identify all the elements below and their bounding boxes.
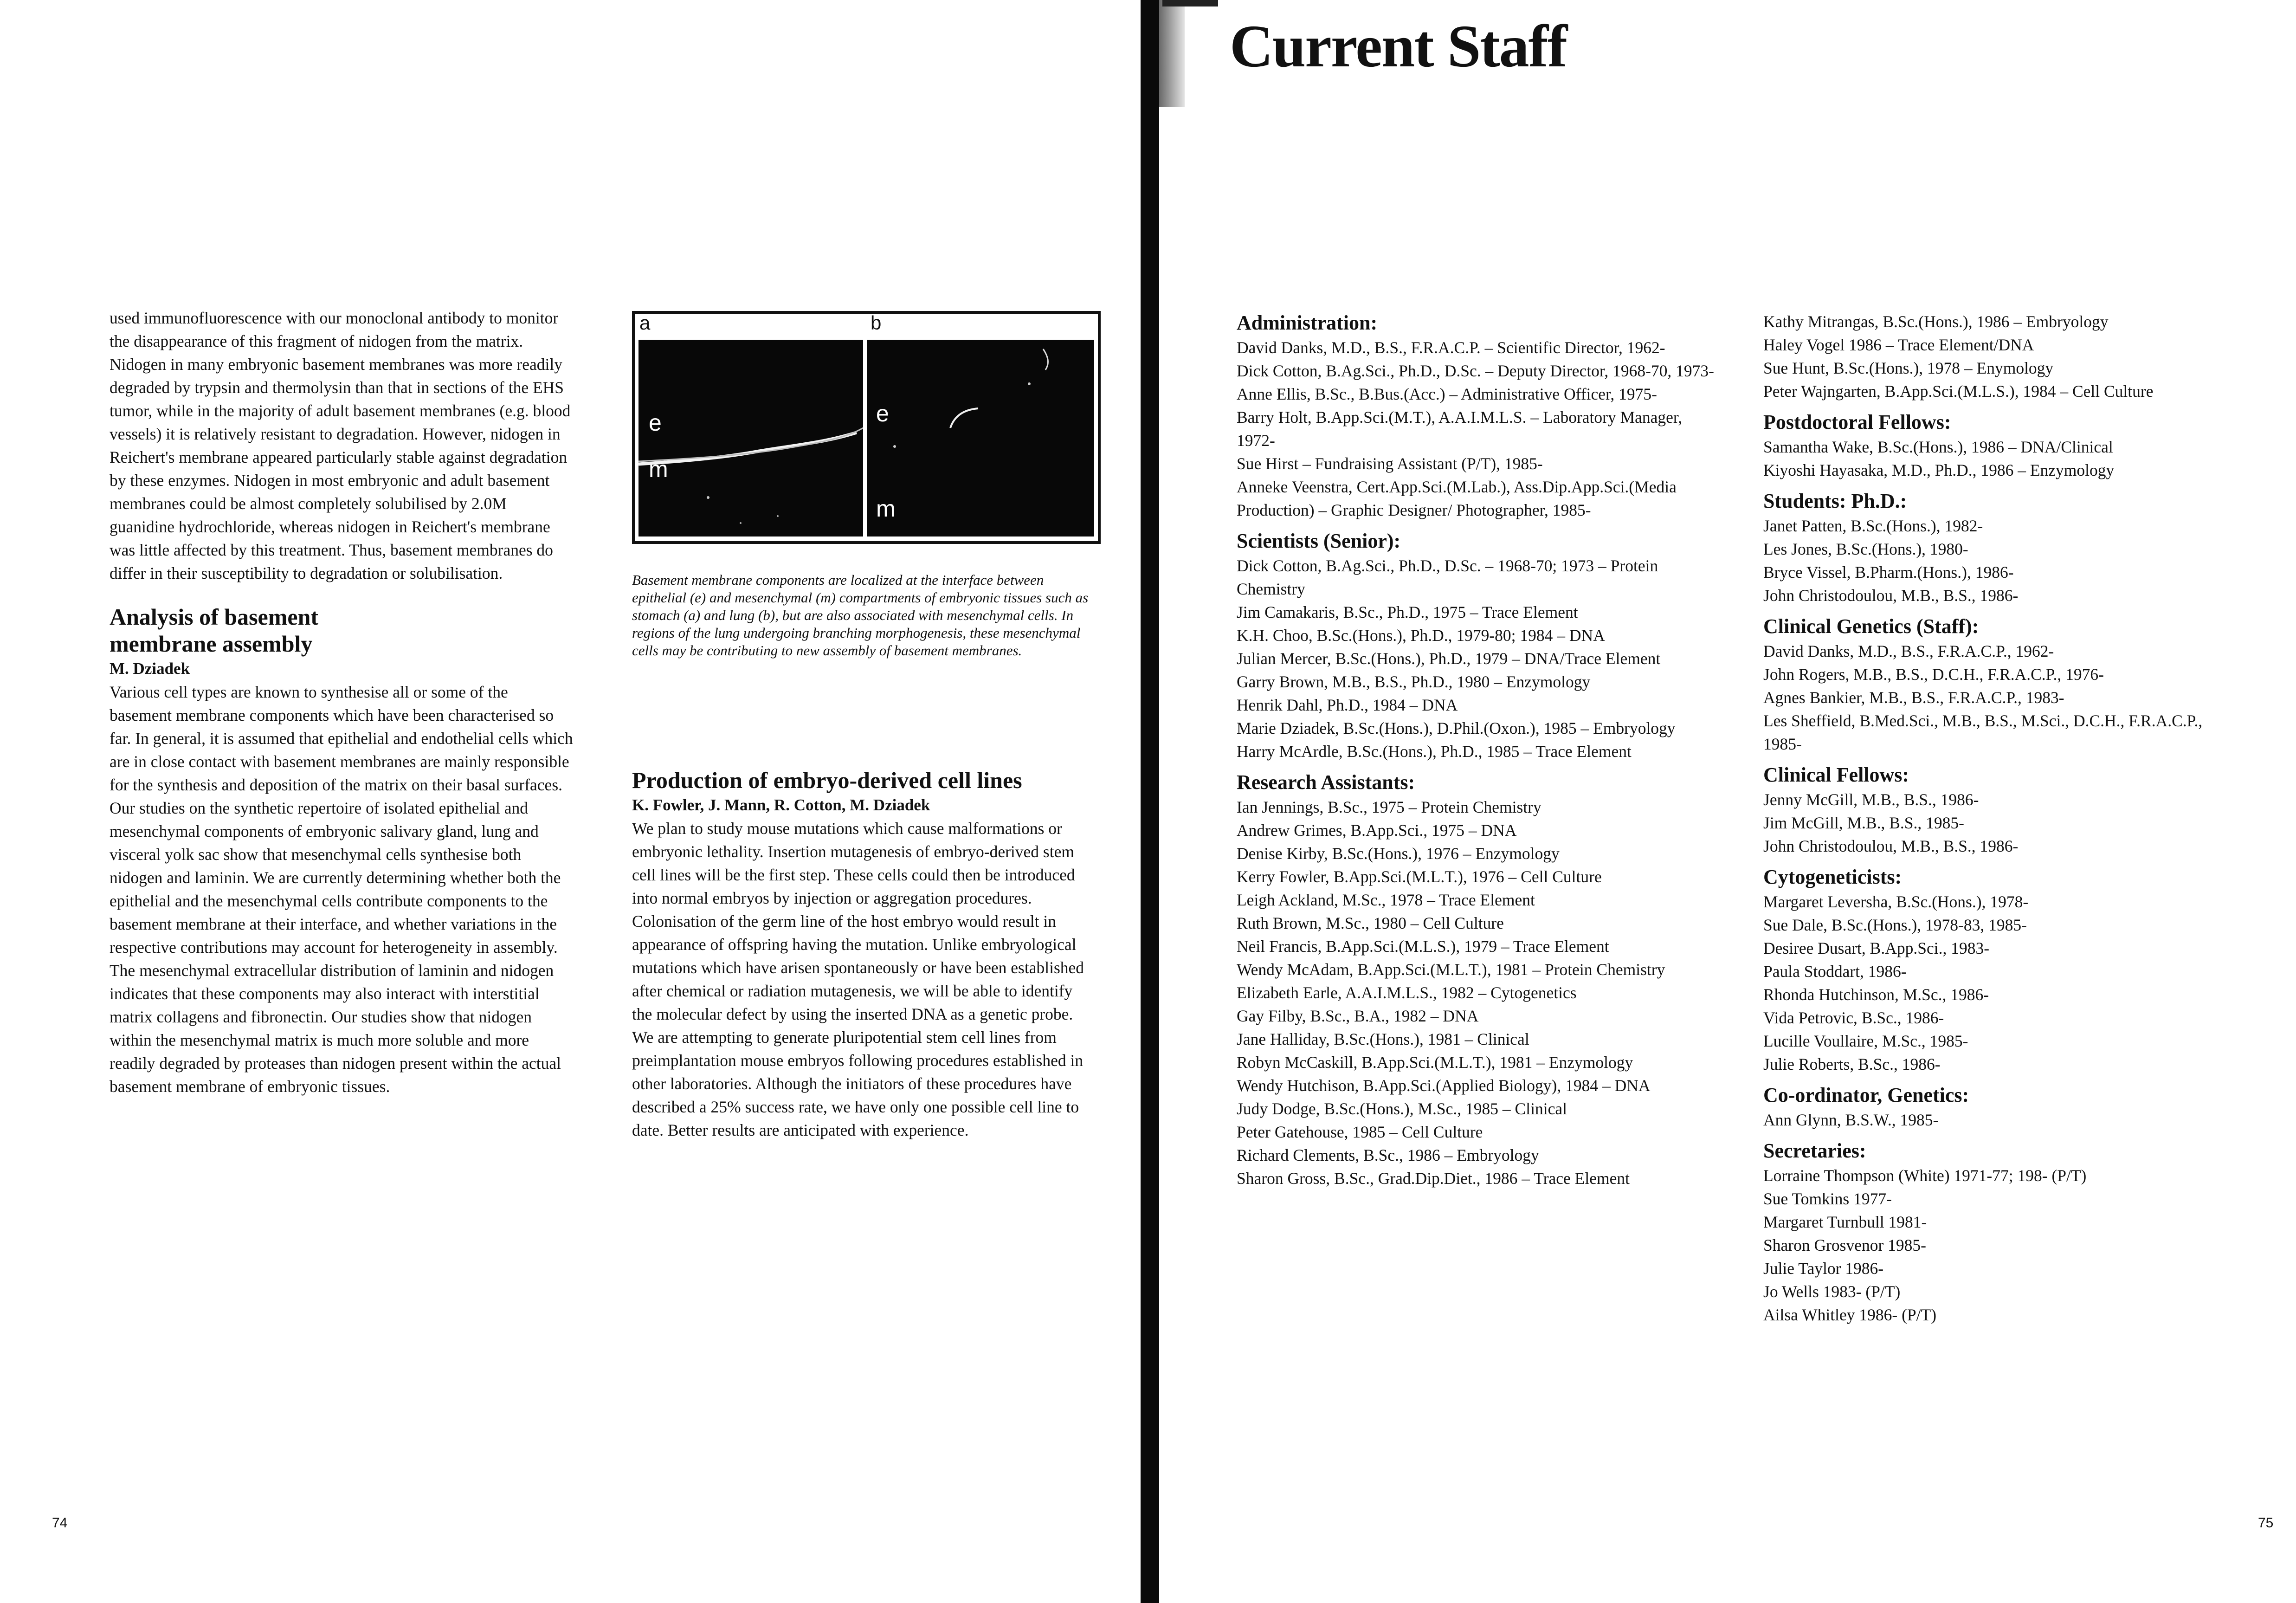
staff-category-heading: Co-ordinator, Genetics: xyxy=(1763,1084,1969,1106)
staff-category-heading: Secretaries: xyxy=(1763,1139,1866,1162)
micrograph-panel-a xyxy=(638,340,863,536)
figure-caption: Basement membrane components are localized at the interface between epithelial (e) and mesenchymal (m) compartments of embryonic tissues such as stomach (a) and lung (b), but are also associated with mesenchymal cells. In regions of the lung undergoing branching morphogenesis, these mesenchymal cells may be contributing to new assembly of basement membranes. xyxy=(632,572,1089,659)
section-title-cell-lines: Production of embryo-derived cell lines xyxy=(632,767,1022,793)
staff-entry: Ruth Brown, M.Sc., 1980 – Cell Culture xyxy=(1237,914,1504,932)
gutter-shadow xyxy=(1159,0,1185,107)
staff-category-heading: Scientists (Senior): xyxy=(1237,530,1401,552)
section-body-cell-lines: We plan to study mouse mutations which cause malformations or embryonic lethality. Insertion mutagenesis of embryo-derived stem cell lines will be the first step. These cells could then be introduced into normal embryos by injection or aggregation procedures. Colonisation of the germ line of the host embryo would result in appearance of offspring having the mutation. Unlike embryological mutations which have arisen spontaneously or have been established after chemical or radiation mutagenesis, we will be able to identify the molecular defect by using the inserted DNA as a genetic probe. We are attempting to generate pluripotential stem cell lines from preimplantation mouse embryos following procedures established in other laboratories. Although the initiators of these procedures have described a 25% success rate, we have only one possible cell line to date. Better results are anticipated with experience. xyxy=(632,819,1084,1139)
staff-entry: Robyn McCaskill, B.App.Sci.(M.L.T.), 1981 – Enzymology xyxy=(1237,1053,1633,1072)
staff-entry: John Rogers, M.B., B.S., D.C.H., F.R.A.C.P., 1976- xyxy=(1763,665,2104,684)
staff-entry: Ann Glynn, B.S.W., 1985- xyxy=(1763,1111,1939,1129)
staff-category-heading: Postdoctoral Fellows: xyxy=(1763,411,1951,433)
section-authors-cell-lines: K. Fowler, J. Mann, R. Cotton, M. Dziadek xyxy=(632,796,930,814)
page-number-right: 75 xyxy=(2258,1515,2274,1531)
staff-entry: Sharon Grosvenor 1985- xyxy=(1763,1236,1926,1254)
staff-entry: Peter Gatehouse, 1985 – Cell Culture xyxy=(1237,1123,1483,1141)
staff-entry: Dick Cotton, B.Ag.Sci., Ph.D., D.Sc. – 1968-70; 1973 – Protein Chemistry xyxy=(1237,556,1658,598)
label-epithelial-b: e xyxy=(876,401,889,427)
staff-entry: Sharon Gross, B.Sc., Grad.Dip.Diet., 1986 – Trace Element xyxy=(1237,1169,1630,1188)
staff-entry: Jim Camakaris, B.Sc., Ph.D., 1975 – Trace Element xyxy=(1237,603,1578,621)
staff-column-1 xyxy=(1237,310,1724,1190)
label-mesenchymal-a: m xyxy=(649,456,668,482)
staff-entry: David Danks, M.D., B.S., F.R.A.C.P. – Scientific Director, 1962- xyxy=(1237,338,1665,357)
gutter-shadow-top xyxy=(1162,0,1218,6)
staff-entry: Sue Dale, B.Sc.(Hons.), 1978-83, 1985- xyxy=(1763,916,2027,934)
staff-entry: Lorraine Thompson (White) 1971-77; 198- (P/T) xyxy=(1763,1166,2087,1185)
staff-entry: Wendy McAdam, B.App.Sci.(M.L.T.), 1981 – Protein Chemistry xyxy=(1237,960,1665,979)
staff-entry: Neil Francis, B.App.Sci.(M.L.S.), 1979 – Trace Element xyxy=(1237,937,1609,956)
left-column xyxy=(110,306,574,1098)
staff-entry: Margaret Turnbull 1981- xyxy=(1763,1213,1927,1231)
staff-entry: Janet Patten, B.Sc.(Hons.), 1982- xyxy=(1763,517,1983,535)
staff-entry: Paula Stoddart, 1986- xyxy=(1763,962,1907,981)
staff-entry: Wendy Hutchison, B.App.Sci.(Applied Biology), 1984 – DNA xyxy=(1237,1076,1651,1095)
staff-category-heading: Administration: xyxy=(1237,311,1378,334)
staff-entry: Margaret Leversha, B.Sc.(Hons.), 1978- xyxy=(1763,892,2029,911)
staff-entry: Ian Jennings, B.Sc., 1975 – Protein Chemistry xyxy=(1237,798,1541,816)
staff-entry: Sue Hirst – Fundraising Assistant (P/T), 1985- xyxy=(1237,454,1543,473)
staff-entry: Sue Tomkins 1977- xyxy=(1763,1189,1892,1208)
staff-entry: Henrik Dahl, Ph.D., 1984 – DNA xyxy=(1237,696,1458,714)
staff-entry: Vida Petrovic, B.Sc., 1986- xyxy=(1763,1008,1944,1027)
panel-b-label: b xyxy=(871,312,882,334)
panel-a-label: a xyxy=(639,312,651,334)
staff-entry: Jenny McGill, M.B., B.S., 1986- xyxy=(1763,790,1979,809)
staff-column-2 xyxy=(1763,310,2227,1326)
micrograph-b-image xyxy=(867,340,1094,536)
staff-entry: Judy Dodge, B.Sc.(Hons.), M.Sc., 1985 – Clinical xyxy=(1237,1099,1567,1118)
staff-entry: Haley Vogel 1986 – Trace Element/DNA xyxy=(1763,336,2034,354)
staff-entry: Dick Cotton, B.Ag.Sci., Ph.D., D.Sc. – Deputy Director, 1968-70, 1973- xyxy=(1237,362,1714,380)
intro-paragraph: used immunofluorescence with our monoclonal antibody to monitor the disappearance of this fragment of nidogen from the matrix. Nidogen in many embryonic basement membranes was more readily degraded by trypsin and thermolysin than that in sections of the EHS tumor, while in the majority of adult basement membranes (e.g. blood vessels) it is relatively resistant to degradation. However, nidogen in Reichert's membrane appeared particularly stable against degradation by these enzymes. Nidogen in most embryonic and adult basement membranes could be almost completely solubilised by 2.0M guanidine hydrochloride, whereas nidogen in Reichert's membrane was little affected by this treatment. Thus, basement membranes do differ in their susceptibility to degradation or solubilisation. xyxy=(110,309,571,582)
section-title-basement-assembly: Analysis of basement xyxy=(110,604,319,630)
staff-entry: Julie Roberts, B.Sc., 1986- xyxy=(1763,1055,1941,1073)
staff-entry: Marie Dziadek, B.Sc.(Hons.), D.Phil.(Oxon.), 1985 – Embryology xyxy=(1237,719,1676,737)
page-title: Current Staff xyxy=(1230,13,1567,80)
micrograph-figure xyxy=(632,311,1101,544)
section-authors: M. Dziadek xyxy=(110,659,190,678)
staff-entry: Barry Holt, B.App.Sci.(M.T.), A.A.I.M.L.S. – Laboratory Manager, 1972- xyxy=(1237,408,1683,450)
staff-entry: Richard Clements, B.Sc., 1986 – Embryology xyxy=(1237,1146,1539,1164)
staff-entry: Kiyoshi Hayasaka, M.D., Ph.D., 1986 – Enzymology xyxy=(1763,461,2115,479)
staff-category-heading: Clinical Fellows: xyxy=(1763,763,1909,786)
staff-category-heading: Research Assistants: xyxy=(1237,771,1415,794)
section-title-basement-assembly-2: membrane assembly xyxy=(110,631,313,657)
staff-entry: Anneke Veenstra, Cert.App.Sci.(M.Lab.), Ass.Dip.App.Sci.(Media Production) – Graphic Designer/ Photographer, 1985- xyxy=(1237,478,1677,519)
staff-entry: K.H. Choo, B.Sc.(Hons.), Ph.D., 1979-80; 1984 – DNA xyxy=(1237,626,1605,645)
staff-category-heading: Clinical Genetics (Staff): xyxy=(1763,615,1979,638)
page-number-left: 74 xyxy=(52,1515,68,1531)
book-gutter xyxy=(1141,0,1159,1603)
staff-entry: Leigh Ackland, M.Sc., 1978 – Trace Element xyxy=(1237,891,1535,909)
staff-entry: Kerry Fowler, B.App.Sci.(M.L.T.), 1976 – Cell Culture xyxy=(1237,867,1602,886)
staff-entry: Agnes Bankier, M.B., B.S., F.R.A.C.P., 1983- xyxy=(1763,688,2064,707)
staff-entry: Jane Halliday, B.Sc.(Hons.), 1981 – Clinical xyxy=(1237,1030,1529,1048)
staff-entry: Ailsa Whitley 1986- (P/T) xyxy=(1763,1306,1937,1324)
staff-entry: Desiree Dusart, B.App.Sci., 1983- xyxy=(1763,939,1990,957)
micrograph-a-image xyxy=(638,340,863,536)
staff-entry: Kathy Mitrangas, B.Sc.(Hons.), 1986 – Embryology xyxy=(1763,312,2109,331)
staff-category-heading: Students: Ph.D.: xyxy=(1763,490,1907,512)
staff-entry: John Christodoulou, M.B., B.S., 1986- xyxy=(1763,837,2019,855)
label-epithelial-a: e xyxy=(649,410,662,436)
staff-entry: David Danks, M.D., B.S., F.R.A.C.P., 1962- xyxy=(1763,642,2054,660)
staff-entry: Harry McArdle, B.Sc.(Hons.), Ph.D., 1985 – Trace Element xyxy=(1237,742,1632,761)
staff-entry: John Christodoulou, M.B., B.S., 1986- xyxy=(1763,586,2019,605)
label-mesenchymal-b: m xyxy=(876,496,896,522)
staff-entry: Les Sheffield, B.Med.Sci., M.B., B.S., M.Sci., D.C.H., F.R.A.C.P., 1985- xyxy=(1763,711,2203,753)
staff-entry: Jim McGill, M.B., B.S., 1985- xyxy=(1763,814,1964,832)
staff-entry: Garry Brown, M.B., B.S., Ph.D., 1980 – Enzymology xyxy=(1237,672,1591,691)
staff-entry: Gay Filby, B.Sc., B.A., 1982 – DNA xyxy=(1237,1007,1479,1025)
left-column-2 xyxy=(632,767,1096,1142)
staff-entry: Rhonda Hutchinson, M.Sc., 1986- xyxy=(1763,985,1989,1004)
staff-entry: Bryce Vissel, B.Pharm.(Hons.), 1986- xyxy=(1763,563,2014,582)
micrograph-panel-b xyxy=(867,340,1094,536)
staff-entry: Jo Wells 1983- (P/T) xyxy=(1763,1282,1901,1301)
staff-entry: Anne Ellis, B.Sc., B.Bus.(Acc.) – Administrative Officer, 1975- xyxy=(1237,385,1657,403)
staff-entry: Andrew Grimes, B.App.Sci., 1975 – DNA xyxy=(1237,821,1517,840)
staff-category-heading: Cytogeneticists: xyxy=(1763,866,1902,888)
staff-entry: Peter Wajngarten, B.App.Sci.(M.L.S.), 1984 – Cell Culture xyxy=(1763,382,2154,401)
staff-entry: Julie Taylor 1986- xyxy=(1763,1259,1884,1278)
staff-entry: Samantha Wake, B.Sc.(Hons.), 1986 – DNA/Clinical xyxy=(1763,438,2113,456)
section-body: Various cell types are known to synthesise all or some of the basement membrane components which have been characterised so far. In general, it is assumed that epithelial and endothelial cells which are in close contact with basement membranes are mainly responsible for the synthesis and deposition of the matrix on their basal surfaces. Our studies on the synthetic repertoire of isolated epithelial and mesenchymal components of embryonic salivary gland, lung and visceral yolk sac show that mesenchymal cells synthesise both nidogen and laminin. We are currently determining whether both the epithelial and the mesenchymal cells contribute components to the basement membrane at their interface, and whether variations in the respective contributions may account for heterogeneity in assembly. The mesenchymal extracellular distribution of laminin and nidogen indicates that these components may also interact with interstitial matrix collagens and fibronectin. Our studies show that nidogen within the mesenchymal matrix is much more soluble and more readily degraded by proteases than nidogen present within the actual basement membrane of embryonic tissues. xyxy=(110,683,573,1096)
staff-entry: Denise Kirby, B.Sc.(Hons.), 1976 – Enzymology xyxy=(1237,844,1560,863)
staff-entry: Sue Hunt, B.Sc.(Hons.), 1978 – Enymology xyxy=(1763,359,2054,377)
staff-entry: Elizabeth Earle, A.A.I.M.L.S., 1982 – Cytogenetics xyxy=(1237,983,1577,1002)
staff-entry: Les Jones, B.Sc.(Hons.), 1980- xyxy=(1763,540,1968,558)
staff-entry: Lucille Voullaire, M.Sc., 1985- xyxy=(1763,1032,1968,1050)
staff-entry: Julian Mercer, B.Sc.(Hons.), Ph.D., 1979 – DNA/Trace Element xyxy=(1237,649,1661,668)
